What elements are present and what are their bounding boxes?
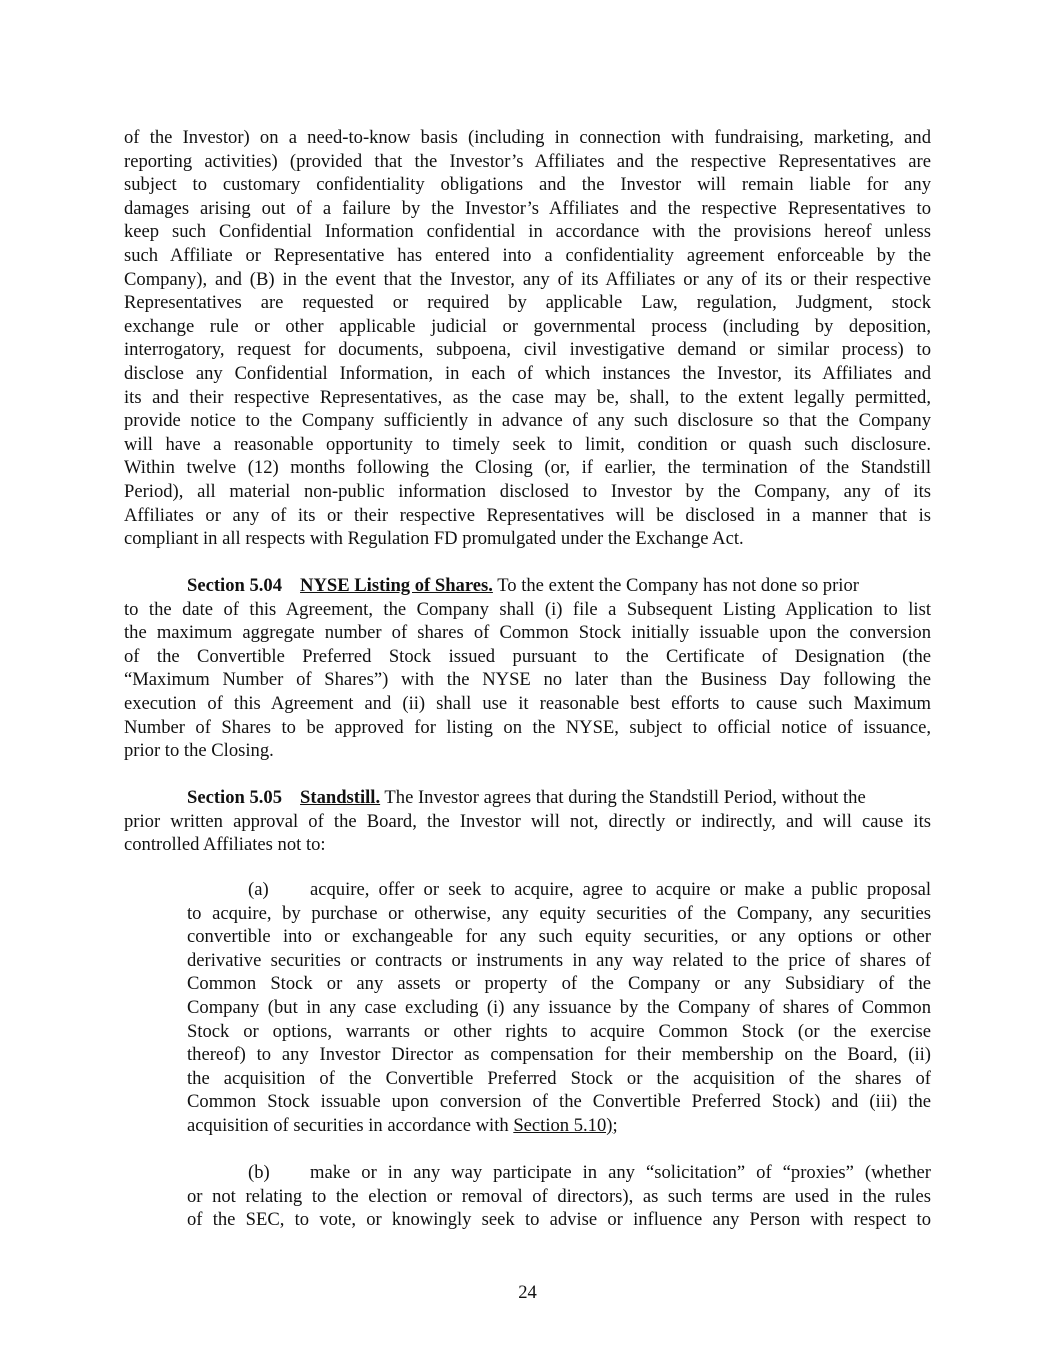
text-line: execution of this Agreement and (ii) shall use it reasonable best efforts to cause such Maximum: [124, 693, 931, 714]
text-line: To the extent the Company has not done so prior: [492, 575, 859, 596]
text-line: thereof) to any Investor Director as compensation for their membership on the Board, (ii): [187, 1044, 931, 1066]
text-line: derivative securities or contracts or instruments in any way related to the price of shares of: [187, 949, 931, 971]
section-number: Section 5.04: [187, 575, 283, 596]
text-line: Number of Shares to be approved for listing on the NYSE, subject to official notice of issuance,: [124, 716, 931, 738]
text-line: reporting activities) (provided that the Investor’s Affiliates and the respective Representatives are: [124, 150, 931, 172]
section-reference-link[interactable]: Section 5.10): [513, 1115, 613, 1136]
page-number: 24: [518, 1282, 537, 1303]
text-line: prior written approval of the Board, the Investor will not, directly or indirectly, and will cause its: [124, 810, 931, 832]
text-line: to the date of this Agreement, the Company shall (i) file a Subsequent Listing Application to list: [124, 598, 931, 620]
text-line: will have a reasonable opportunity to timely seek to limit, condition or quash such disclosure.: [124, 433, 931, 455]
text-line: subject to customary confidentiality obligations and the Investor will remain liable for any: [124, 174, 931, 196]
text-line: Representatives are requested or required by applicable Law, regulation, Judgment, stock: [124, 292, 931, 314]
text-line: its and their respective Representatives, as the case may be, shall, to the extent legally permitted,: [124, 386, 931, 408]
text-line: exchange rule or other applicable judicial or governmental process (including by deposition,: [124, 315, 931, 337]
section-number: Section 5.05: [187, 787, 283, 808]
text-line: compliant in all respects with Regulation FD promulgated under the Exchange Act.: [124, 528, 744, 550]
text-line: acquire, offer or seek to acquire, agree to acquire or make a public proposal: [310, 879, 931, 900]
text-line: Company (but in any case excluding (i) any issuance by the Company of shares of Common: [187, 997, 931, 1018]
section-heading-line: [187, 786, 931, 810]
text-line: convertible into or exchangeable for any such equity securities, or any options or other: [187, 926, 931, 948]
text-line: the maximum aggregate number of shares of Common Stock initially issuable upon the conversion: [124, 622, 931, 644]
text-line: to acquire, by purchase or otherwise, any equity securities of the Company, any securities: [187, 902, 931, 924]
text-line: Within twelve (12) months following the Closing (or, if earlier, the termination of the Standstill: [124, 457, 931, 479]
text-line: of the Convertible Preferred Stock issued pursuant to the Certificate of Designation (the: [124, 645, 931, 667]
section-heading-line: [187, 574, 931, 598]
text-segment: ;: [612, 1115, 618, 1136]
text-line: damages arising out of a failure by the Investor’s Affiliates and the respective Representatives to: [124, 197, 931, 219]
clause-label: (b): [248, 1162, 270, 1183]
text-line: such Affiliate or Representative has entered into a confidentiality agreement enforceable by the: [124, 245, 931, 266]
text-line: Common Stock issuable upon conversion of the Convertible Preferred Stock) and (iii) the: [187, 1091, 931, 1113]
text-line: make or in any way participate in any “solicitation” of “proxies” (whether: [310, 1162, 931, 1183]
text-line: [187, 1114, 931, 1138]
text-line: of the Investor) on a need-to-know basis (including in connection with fundraising, marketing, and: [124, 127, 931, 148]
text-line: interrogatory, request for documents, subpoena, civil investigative demand or similar process) to: [124, 339, 931, 361]
text-line: prior to the Closing.: [124, 740, 274, 762]
text-segment: acquisition of securities in accordance with: [187, 1115, 514, 1136]
text-line: disclose any Confidential Information, in each of which instances the Investor, its Affiliates and: [124, 363, 931, 384]
text-line: Common Stock or any assets or property of the Company or any Subsidiary of the: [187, 973, 931, 995]
section-title: NYSE Listing of Shares.: [300, 575, 493, 596]
text-line: the acquisition of the Convertible Preferred Stock or the acquisition of the shares of: [187, 1067, 931, 1089]
text-line: or not relating to the election or removal of directors), as such terms are used in the rules: [187, 1185, 931, 1207]
text-line: Stock or options, warrants or other rights to acquire Common Stock (or the exercise: [187, 1020, 931, 1042]
text-line: Company), and (B) in the event that the Investor, any of its Affiliates or any of its or their respective: [124, 268, 931, 290]
text-line: keep such Confidential Information confidential in accordance with the provisions hereof unless: [124, 221, 931, 243]
text-line: controlled Affiliates not to:: [124, 834, 326, 856]
text-line: Period), all material non-public information disclosed to Investor by the Company, any of its: [124, 481, 931, 502]
section-title: Standstill.: [300, 787, 381, 808]
text-line: provide notice to the Company sufficiently in advance of any such disclosure so that the Company: [124, 410, 931, 432]
clause-label: (a): [248, 879, 269, 900]
text-line: The Investor agrees that during the Standstill Period, without the: [380, 787, 866, 808]
text-line: Affiliates or any of its or their respective Representatives will be disclosed in a manner that is: [124, 504, 931, 526]
text-line: “Maximum Number of Shares”) with the NYSE no later than the Business Day following the: [124, 669, 931, 691]
text-line: of the SEC, to vote, or knowingly seek to advise or influence any Person with respect to: [187, 1209, 931, 1231]
